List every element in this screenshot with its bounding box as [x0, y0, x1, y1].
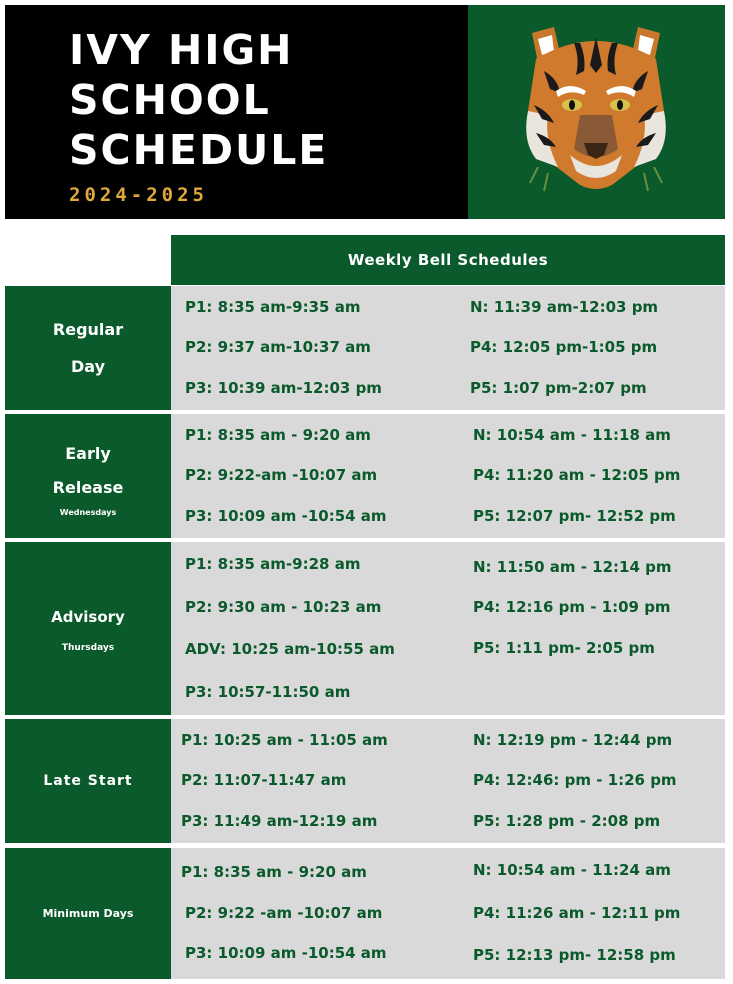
period-time: P2: 9:22 -am -10:07 am: [185, 904, 383, 922]
schedule-row-advisory: [5, 542, 725, 715]
period-time: P1: 10:25 am - 11:05 am: [181, 731, 388, 749]
schedule-row-regular-day: [5, 286, 725, 410]
header-logo-block: [468, 5, 725, 219]
period-time: P2: 9:30 am - 10:23 am: [185, 598, 382, 616]
schedule-label-line: Day: [70, 357, 105, 376]
schedule-label-line: Release: [52, 478, 124, 497]
period-time: P2: 9:22-am -10:07 am: [185, 466, 378, 484]
schedule-times: [171, 719, 725, 843]
period-time: P1: 8:35 am - 9:20 am: [181, 863, 367, 881]
schedule-label-subtitle: Thursdays: [61, 642, 115, 653]
schedule-label-late-start: [5, 719, 171, 843]
schedule-row-minimum-days: [5, 848, 725, 979]
schedule-label-regular-day: [5, 286, 171, 410]
period-time: N: 10:54 am - 11:24 am: [473, 861, 671, 879]
schedule-row-early-release: [5, 414, 725, 538]
period-time: P4: 11:26 am - 12:11 pm: [473, 904, 681, 922]
period-time: N: 12:19 pm - 12:44 pm: [473, 731, 673, 749]
period-time: P5: 1:07 pm-2:07 pm: [470, 379, 647, 397]
school-year: 2024-2025: [69, 184, 208, 206]
period-time: P4: 12:16 pm - 1:09 pm: [473, 598, 671, 616]
schedule-label-line: Regular: [52, 320, 124, 339]
period-time: P3: 10:09 am -10:54 am: [185, 507, 387, 525]
schedule-times: [171, 414, 725, 538]
header-title-block: [5, 5, 468, 219]
schedule-times: [171, 848, 725, 979]
period-time: P4: 12:05 pm-1:05 pm: [470, 338, 658, 356]
period-time: P4: 12:46: pm - 1:26 pm: [473, 771, 677, 789]
schedule-label-line: Late Start: [43, 773, 133, 789]
period-time: P1: 8:35 am - 9:20 am: [185, 426, 371, 444]
period-time: P4: 11:20 am - 12:05 pm: [473, 466, 681, 484]
period-time: P3: 11:49 am-12:19 am: [181, 812, 378, 830]
schedule-label-line: Minimum Days: [42, 907, 134, 920]
period-time: N: 10:54 am - 11:18 am: [473, 426, 671, 444]
period-time: P1: 8:35 am-9:28 am: [185, 555, 361, 573]
title-line: SCHEDULE: [69, 126, 329, 174]
period-time: P2: 9:37 am-10:37 am: [185, 338, 371, 356]
schedule-label-advisory: [5, 542, 171, 715]
period-time: N: 11:50 am - 12:14 pm: [473, 558, 672, 576]
weekly-bell-schedules-header: Weekly Bell Schedules: [171, 235, 725, 285]
period-time: P5: 1:28 pm - 2:08 pm: [473, 812, 661, 830]
period-time: P5: 12:13 pm- 12:58 pm: [473, 946, 676, 964]
period-time: ADV: 10:25 am-10:55 am: [185, 640, 395, 658]
tiger-head-icon: [514, 19, 678, 199]
period-time: P2: 11:07-11:47 am: [181, 771, 347, 789]
title-line: IVY HIGH: [69, 26, 294, 74]
schedule-label-early-release: [5, 414, 171, 538]
period-time: P3: 10:39 am-12:03 pm: [185, 379, 382, 397]
schedule-times: [171, 286, 725, 410]
period-time: P1: 8:35 am-9:35 am: [185, 298, 361, 316]
schedule-label-line: Early: [65, 444, 111, 463]
title-line: SCHOOL: [69, 76, 271, 124]
schedule-times: [171, 542, 725, 715]
schedule-label-line: Advisory: [51, 607, 125, 626]
period-time: P5: 12:07 pm- 12:52 pm: [473, 507, 676, 525]
schedule-label-minimum-days: [5, 848, 171, 979]
period-time: N: 11:39 am-12:03 pm: [470, 298, 659, 316]
period-time: P5: 1:11 pm- 2:05 pm: [473, 639, 655, 657]
period-time: P3: 10:57-11:50 am: [185, 683, 351, 701]
schedule-label-subtitle: Wednesdays: [59, 508, 117, 517]
schedule-row-late-start: [5, 719, 725, 843]
page-title: [69, 25, 328, 175]
period-time: P3: 10:09 am -10:54 am: [185, 944, 387, 962]
